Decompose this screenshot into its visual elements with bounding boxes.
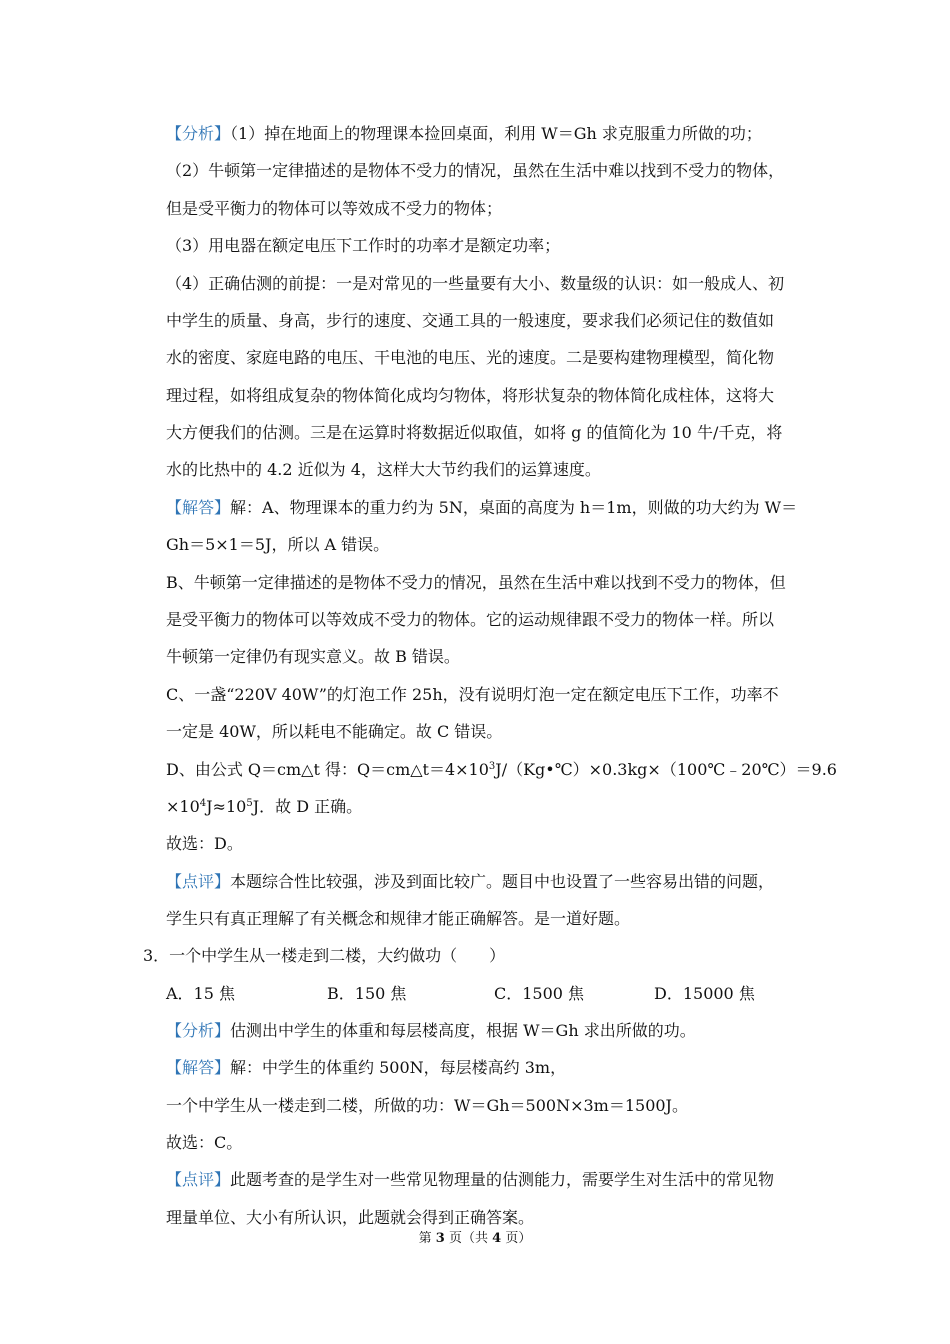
analysis-tag: 【分析】 xyxy=(166,124,231,143)
q2-analysis-line-3: 但是受平衡力的物体可以等效成不受力的物体； xyxy=(166,199,503,218)
page-total: 4 xyxy=(492,1231,502,1246)
q3-choice: 故选：C。 xyxy=(166,1133,243,1152)
q2-answer-line-3: B、牛顿第一定律描述的是物体不受力的情况，虽然在生活中难以找到不受力的物体，但 xyxy=(166,573,786,592)
q3-option-d: D．15000 焦 xyxy=(654,984,755,1003)
q3-stem: 3．一个中学生从一楼走到二楼，大约做功（ ） xyxy=(143,946,506,965)
comment-tag: 【点评】 xyxy=(166,1170,231,1189)
answer-tag: 【解答】 xyxy=(166,1058,231,1077)
q2-analysis-line-7: 水的密度、家庭电路的电压、干电池的电压、光的速度。二是要构建物理模型，简化物 xyxy=(166,348,775,367)
q2-analysis-line-9: 大方便我们的估测。三是在运算时将数据近似取值，如将 g 的值简化为 10 牛/千克，将 xyxy=(166,423,783,442)
q2-answer-d-line-2: $\times 10^4J\approx 10^5J$．故 D 正确。 xyxy=(166,797,363,816)
q3-analysis: 【分析】估测出中学生的体重和每层楼高度，根据 W＝Gh 求出所做的功。 xyxy=(166,1021,696,1040)
page-footer: 第 3 页（共 4 页） xyxy=(418,1231,532,1246)
q2-answer-line-1: 【解答】解：A、物理课本的重力约为 5N，桌面的高度为 h＝1m，则做的功大约为 W＝ xyxy=(166,498,798,517)
q2-analysis-line-6: 中学生的质量、身高，步行的速度、交通工具的一般速度，要求我们必须记住的数值如 xyxy=(166,311,775,330)
q2-analysis-line-1: 【分析】（1）掉在地面上的物理课本捡回桌面，利用 W＝Gh 求克服重力所做的功； xyxy=(166,124,762,143)
q2-choice: 故选：D。 xyxy=(166,834,243,853)
q3-comment-line-1: 【点评】此题考查的是学生对一些常见物理量的估测能力，需要学生对生活中的常见物 xyxy=(166,1170,775,1189)
q2-answer-line-4: 是受平衡力的物体可以等效成不受力的物体。它的运动规律跟不受力的物体一样。所以 xyxy=(166,610,775,629)
q2-comment-line-2: 学生只有真正理解了有关概念和规律才能正确解答。是一道好题。 xyxy=(166,909,631,928)
q2-answer-line-7: 一定是 40W，所以耗电不能确定。故 C 错误。 xyxy=(166,722,503,741)
q3-comment-line-2: 理量单位、大小有所认识，此题就会得到正确答案。 xyxy=(166,1208,535,1227)
q2-answer-line-5: 牛顿第一定律仍有现实意义。故 B 错误。 xyxy=(166,647,460,666)
answer-tag: 【解答】 xyxy=(166,498,231,517)
q3-answer-line-1: 【解答】解：中学生的体重约 500N，每层楼高约 3m， xyxy=(166,1058,567,1077)
q2-analysis-line-5: （4）正确估测的前提：一是对常见的一些量要有大小、数量级的认识：如一般成人、初 xyxy=(166,274,785,293)
q2-answer-d-line-1: D、由公式 Q＝cm△t 得：$Q=cm\triangle t=4\times 10^3J/(Kg•℃)\times 0.3kg\times(100℃﹣20℃)=9.6$ xyxy=(166,760,837,779)
q2-analysis-line-4: （3）用电器在额定电压下工作时的功率才是额定功率； xyxy=(166,236,561,255)
q2-comment-line-1: 【点评】本题综合性比较强，涉及到面比较广。题目中也设置了一些容易出错的问题， xyxy=(166,872,775,891)
q3-answer-line-2: 一个中学生从一楼走到二楼，所做的功：W＝Gh＝500N×3m＝1500J。 xyxy=(166,1096,688,1115)
q2-answer-line-6: C、一盏“220V 40W”的灯泡工作 25h，没有说明灯泡一定在额定电压下工作，功率不 xyxy=(166,685,779,704)
q3-option-a: A．15 焦 xyxy=(166,984,236,1003)
analysis-tag: 【分析】 xyxy=(166,1021,231,1040)
q3-option-c: C．1500 焦 xyxy=(494,984,585,1003)
q2-answer-line-2: Gh＝5×1＝5J，所以 A 错误。 xyxy=(166,535,390,554)
q2-analysis-line-8: 理过程，如将组成复杂的物体简化成均匀物体，将形状复杂的物体简化成柱体，这将大 xyxy=(166,386,775,405)
q3-option-b: B．150 焦 xyxy=(327,984,407,1003)
comment-tag: 【点评】 xyxy=(166,872,231,891)
q2-analysis-line-10: 水的比热中的 4.2 近似为 4，这样大大节约我们的运算速度。 xyxy=(166,460,601,479)
page-number: 3 xyxy=(435,1231,445,1246)
q2-analysis-line-2: （2）牛顿第一定律描述的是物体不受力的情况，虽然在生活中难以找到不受力的物体， xyxy=(166,161,785,180)
